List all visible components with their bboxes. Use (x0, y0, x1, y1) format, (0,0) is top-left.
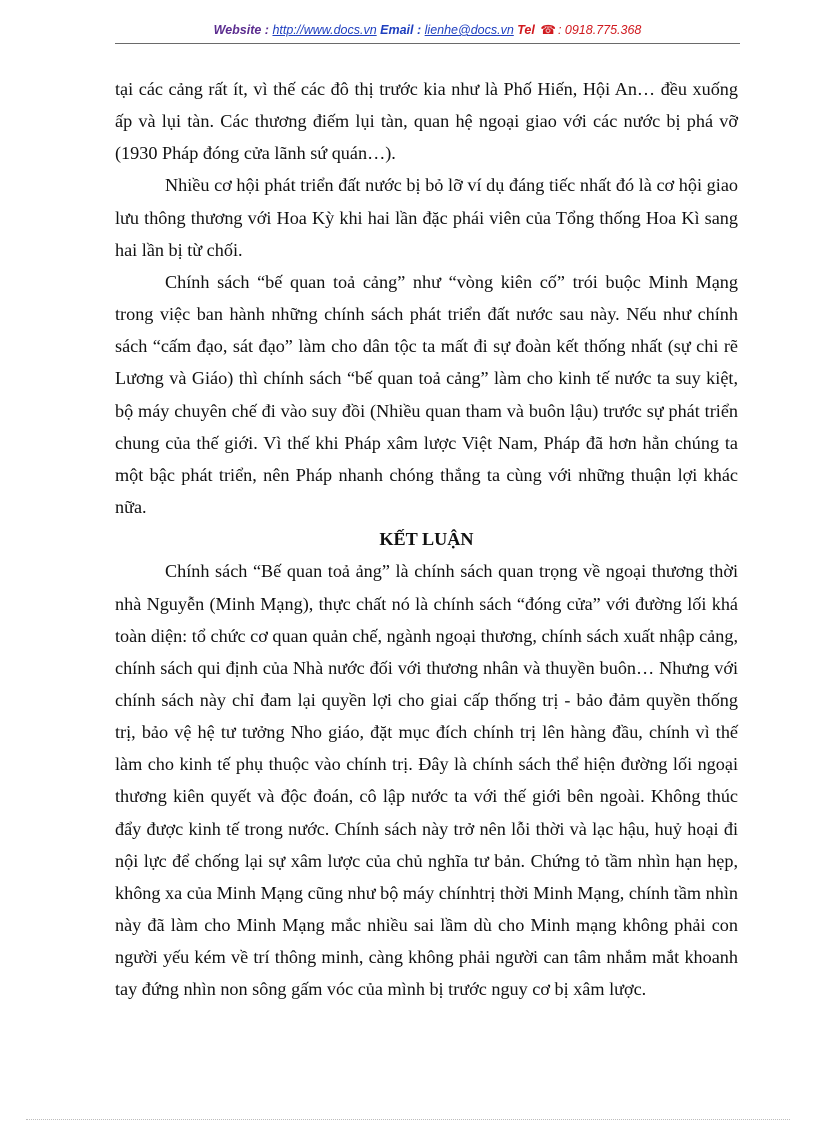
body-paragraph: Nhiều cơ hội phát triển đất nước bị bỏ lỡ ví dụ đáng tiếc nhất đó là cơ hội giao lưu thông thương với Hoa Kỳ khi hai lần đặc phái viên của Tổng thống Hoa Kì sang hai lần bị từ chối. (115, 175, 738, 260)
body-paragraph: tại các cảng rất ít, vì thế các đô thị trước kia như là Phố Hiến, Hội An… đều xuống ấp và lụi tàn. Các thương điếm lụi tàn, quan hệ ngoại giao với các nước bị phá vỡ (1930 Pháp đóng cửa lãnh sứ quán…). (115, 79, 738, 164)
document-body (115, 73, 738, 1006)
email-link[interactable]: lienhe@docs.vn (424, 23, 514, 37)
header-divider (115, 43, 740, 44)
conclusion-heading: KẾT LUẬN (379, 529, 474, 550)
email-label: Email : (380, 23, 422, 37)
phone-icon: ☎ (540, 23, 556, 37)
body-paragraph: Chính sách “bế quan toả cảng” như “vòng kiên cố” trói buộc Minh Mạng trong việc ban hành những chính sách phát triển đất nước sau này. Nếu như chính sách “cấm đạo, sát đạo” làm cho dân tộc ta mất đi sự đoàn kết thống nhất (sự chi rẽ Lương và Giáo) thì chính sách “bế quan toả cảng” làm cho kinh tế nước ta suy kiệt, bộ máy chuyên chế đi vào suy đồi (Nhiều quan tham và buôn lậu) trước sự phát triển chung của thế giới. Vì thế khi Pháp xâm lược Việt Nam, Pháp đã hơn hẳn chúng ta một bậc phát triển, nên Pháp nhanh chóng thắng ta cùng với những thuận lợi khác nữa. (115, 271, 738, 518)
footer-divider (26, 1119, 790, 1120)
page-header (115, 22, 740, 37)
website-label: Website : (213, 23, 269, 37)
website-link[interactable]: http://www.docs.vn (272, 23, 377, 37)
phone-number: : 0918.775.368 (557, 23, 642, 37)
tel-label: Tel (517, 23, 535, 37)
conclusion-paragraph: Chính sách “Bế quan toả ảng” là chính sách quan trọng về ngoại thương thời nhà Nguyễn (Minh Mạng), thực chất nó là chính sách “đóng cửa” với đường lối khá toàn diện: tổ chức cơ quan quản chế, ngành ngoại thương, chính sách xuất nhập cảng, chính sách qui định của Nhà nước đối với thương nhân và thuyền buôn… Nhưng với chính sách này chỉ đam lại quyền lợi cho giai cấp thống trị - bảo đảm quyền thống trị, bảo vệ hệ tư tưởng Nho giáo, đặt mục đích chính trị lên hàng đầu, chính vì thế làm cho kinh tế phụ thuộc vào chính trị. Đây là chính sách thể hiện đường lối ngoại thương kiên quyết và độc đoán, cô lập nước ta với thế giới bên ngoài. Không thúc đẩy được kinh tế trong nước. Chính sách này trở nên lỗi thời và lạc hậu, huỷ hoại đi nội lực để chống lại sự xâm lược của chủ nghĩa tư bản. Chứng tỏ tầm nhìn hạn hẹp, không xa của Minh Mạng cũng như bộ máy chínhtrị thời Minh Mạng, chính tầm nhìn này đã làm cho Minh Mạng mắc nhiều sai lầm dù cho Minh mạng không phải con người yếu kém về trí thông minh, càng không phải người can tâm nhắm mắt khoanh tay đứng nhìn non sông gấm vóc của mình bị trước nguy cơ bị xâm lược. (115, 561, 738, 1000)
